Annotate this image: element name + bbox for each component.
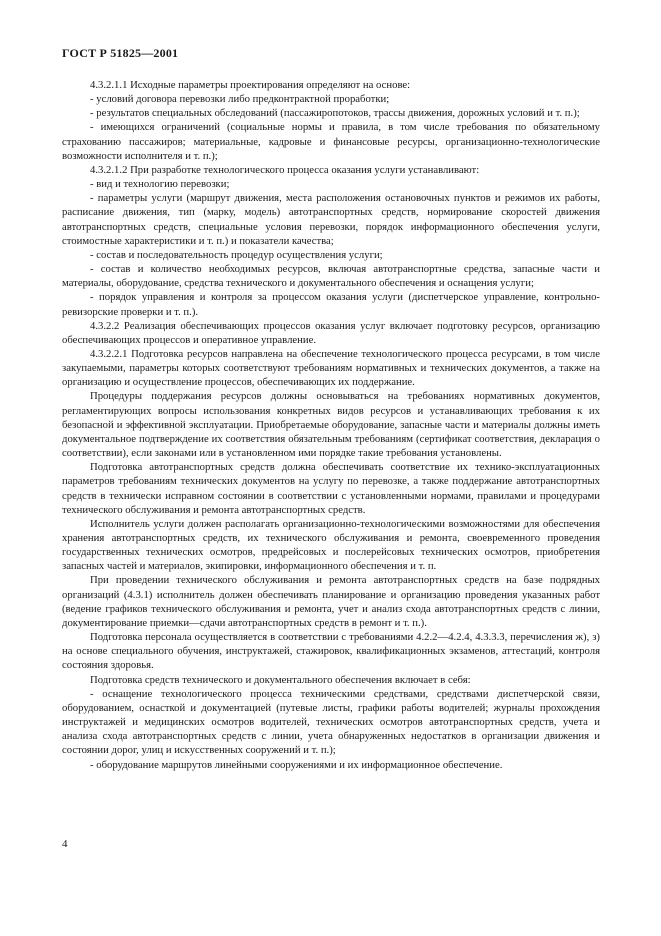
paragraph: 4.3.2.1.1 Исходные параметры проектирования определяют на основе: xyxy=(90,79,411,91)
paragraph: Исполнитель услуги должен располагать организационно-технологическими возможностями для обеспечения хранения автотранспортных средств, их технического обслуживания и ремонта, своевременного проведения государственных технических осмотров, предрейсовых и послерейсовых технических осмотров, приобретения запасных частей и материалов, экипировки, информационного обеспечения и т. п. xyxy=(62,517,600,573)
paragraph: 4.3.2.2.1 Подготовка ресурсов направлена на обеспечение технологического процесса ресурсами, в том числе закупаемыми, параметры которых соответствуют требованиям нормативных и технических документов, а также на организацию и осуществление процессов, обеспечивающих их поддержание. xyxy=(62,347,600,389)
paragraph: При проведении технического обслуживания и ремонта автотранспортных средств на базе подрядных организаций (4.3.1) исполнитель должен обеспечивать планирование и организацию проведения указанных работ (ведение графиков технического обслуживания и ремонта, учет и анализ схода автотранспортных средств с линии, документирование приемки—сдачи автотранспортных средств в ремонт и т. п.). xyxy=(62,574,600,629)
paragraph: Подготовка средств технического и документального обеспечения включает в себя: xyxy=(90,673,471,686)
paragraph: - имеющихся ограничений (социальные нормы и правила, в том числе требования по обязательному страхованию пассажиров; материальные, кадровые и финансовые ресурсы, организационно-технологические возможности исполнителя и т. п.); xyxy=(62,121,600,162)
paragraph: 4.3.2.2 Реализация обеспечивающих процессов оказания услуг включает подготовку ресурсов, организацию обеспечивающих процессов и оперативное управление. xyxy=(62,319,600,346)
paragraph: - состав и количество необходимых ресурсов, включая автотранспортные средства, запасные части и материалы, оборудование, средства технического и документального обеспечения и оснащения услуги; xyxy=(62,263,600,290)
paragraph: - вид и технологию перевозки; xyxy=(90,178,230,191)
paragraph: 4.3.2.1.2 При разработке технологического процесса оказания услуги устанавливают: xyxy=(90,163,480,176)
page-number: 4 xyxy=(62,838,68,850)
body-text xyxy=(62,78,600,772)
paragraph: - состав и последовательность процедур осуществления услуги; xyxy=(90,248,383,261)
paragraph: - параметры услуги (маршрут движения, места расположения остановочных пунктов и режимов их работы, расписание движения, тип (марку, модель) автотранспортных средств, нормирование скоростей движения автотранспортных средств, специальные условия перевозки, порядок информационного обеспечения услуги, стоимостные характеристики и т. п.) и показатели качества; xyxy=(62,192,600,247)
paragraph: - результатов специальных обследований (пассажиропотоков, трассы движения, дорожных условий и т. п.); xyxy=(90,107,580,120)
paragraph: Подготовка персонала осуществляется в соответствии с требованиями 4.2.2—4.2.4, 4.3.3.3, перечисления ж), з) на основе специального обучения, инструктажей, стажировок, квалификационных экзаменов, аттестаций, контроля состояния здоровья. xyxy=(62,631,600,672)
paragraph: - оснащение технологического процесса техническими средствами, средствами диспетчерской связи, оборудованием, оснасткой и документацией (путевые листы, графики работы водителей; журналы прохождения инструктажей и медицинских осмотров водителей, технических осмотров автотранспортных средств, учета и анализа схода автотранспортных средств с линии, учета обнаруженных недостатков в организации движения и состоянии дорог, улиц и искусственных сооружений и т. п.); xyxy=(62,687,600,757)
paragraph: - условий договора перевозки либо предконтрактной проработки; xyxy=(90,93,390,106)
paragraph: Процедуры поддержания ресурсов должны основываться на требованиях нормативных документов, регламентирующих вопросы использования конкретных видов ресурсов и устанавливающих требования к их безопасной и эффективной эксплуатации. Приобретаемые оборудование, запасные части и материалы должны иметь документальное подтверждение их соответствия обязательным требованиям (сертификат соответствия, декларация о соответствии), если законами или в установленном ими порядке такие требования установлены. xyxy=(62,390,600,460)
standard-header: ГОСТ Р 51825—2001 xyxy=(62,46,179,60)
paragraph: Подготовка автотранспортных средств должна обеспечивать соответствие их технико-эксплуатационных параметров требованиям технических документов на услугу по перевозке, а также поддержание автотранспортных средств в технически исправном состоянии в соответствии с установленными нормами, правилами и процедурами технического обслуживания и ремонта автотранспортных средств. xyxy=(62,461,600,516)
paragraph: - оборудование маршрутов линейными сооружениями и их информационное обеспечение. xyxy=(90,758,503,771)
paragraph: - порядок управления и контроля за процессом оказания услуги (диспетчерское управление, контрольно-ревизорские проверки и т. п.). xyxy=(62,291,600,318)
